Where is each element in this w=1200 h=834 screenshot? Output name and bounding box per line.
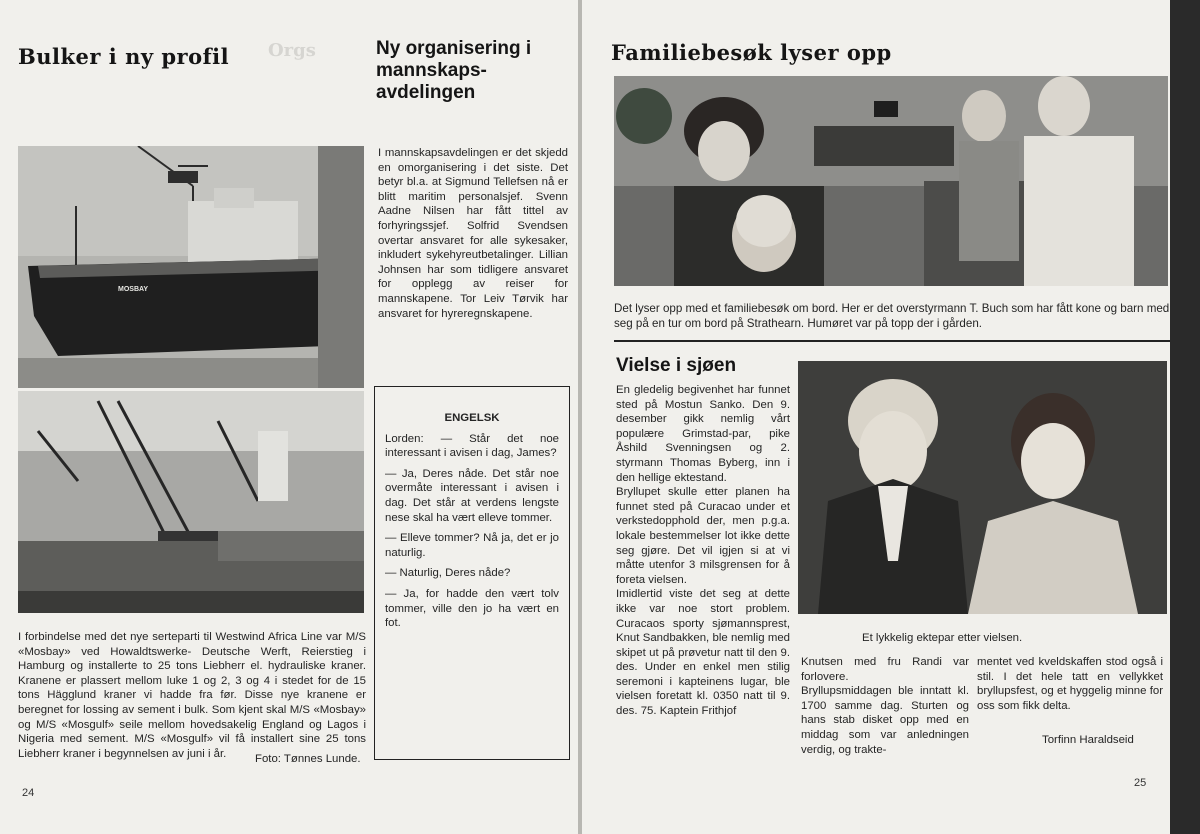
article-title-bulker: Bulker i ny profil — [18, 44, 230, 69]
family-photo — [614, 76, 1168, 286]
joke-line: — Naturlig, Deres nåde? — [385, 567, 511, 580]
couple-photo — [798, 361, 1167, 614]
paragraph: Bryllupet skulle etter planen ha funnet sted på Curacao under et verkstedopphold der, men p.g.a. lokale bestemmelser lot ikke dette seg gjøre. Det vil igjen si at vi måtte utenfor 3 milsgrensen for å foreta vielsen. — [616, 486, 790, 586]
vielse-column-3 — [977, 655, 1163, 713]
bleed-through-text: Orgs — [268, 40, 316, 61]
page-number-left: 24 — [22, 787, 35, 799]
organisering-body: I mannskapsavdelingen er det skjedd en omorganisering i det siste. Det betyr bl.a. at Sigmund Tellefsen nå er blitt maritim personalsjef. Svenn Aadne Nilsen har fått tittel av forhyringssjef. Solfrid Svendsen overtar ansvaret for alle sykesaker, inkludert sykehyreutbetalinger. Lillian Johnsen har som tidligere ansvaret for opplegg av reiser for mannskapene. Tor Leiv Tørvik har ansvaret for hyreregnskapene. — [378, 147, 568, 320]
ship-name-label: MOSBAY — [118, 286, 149, 293]
paragraph: Imidlertid viste det seg at dette ikke var noe stort problem. Curacaos sporty sjømannsprest, Knut Sandbakken, ble nemlig med skipet ut på prøvetur natt til den 9. des. Under en enkel men stilig seremoni i kapteinens lugar, ble vielsen foretatt kl. 0350 natt til 9. des. 75. Kaptein Frithjof — [616, 588, 790, 718]
paragraph: mentet ved kveldskaffen stod også i stil. I det hele tatt en vellykket bryllupsfest, og et hyggelig minne for oss som fikk delta. — [977, 656, 1163, 712]
ship-photo — [18, 146, 364, 388]
joke-box — [374, 386, 570, 760]
joke-line: — Ja, for hadde den vært tolv tommer, ville den jo ha vært en fot. — [385, 587, 559, 630]
scanner-edge — [1170, 0, 1200, 834]
right-page — [582, 0, 1170, 834]
vielse-column-2 — [801, 655, 969, 757]
vielse-column-1 — [616, 383, 790, 719]
paragraph: Knutsen med fru Randi var forlovere. — [801, 656, 969, 683]
article-title-vielse: Vielse i sjøen — [616, 355, 737, 376]
paragraph: En gledelig begivenhet har funnet sted på Mostun Sanko. Den 9. desember gikk nemlig vårt populære Grimstad-par, pike Åshild Svenningsen og 2. styrmann Thomas Byberg, inn i den hellige ektestand. — [616, 384, 790, 484]
joke-line: — Ja, Deres nåde. Det står noe overmåte interessant i avisen i dag. Det står at verdens lengste nese skal ha vært elleve tommer. — [385, 467, 559, 524]
article-title-familiebesok: Familiebesøk lyser opp — [611, 40, 892, 65]
left-page — [0, 0, 578, 834]
paragraph: Bryllupsmiddagen ble inntatt kl. 1700 samme dag. Sturten og hans stab disket opp med en middag som var anledningen verdig, og trakte- — [801, 685, 969, 756]
bulker-caption: I forbindelse med det nye serteparti til Westwind Africa Line var M/S «Mosbay» ved Howaldtswerke- Deutsche Werft, Reierstieg i Hamburg og installerte to 25 tons Liebherr el. hydrauliske kraner. Kranene er plassert mellom luke 1 og 2, 3 og 4 i stedet for de 15 tons Hägglund kraner vi hadde fra før. Disse nye kranene er beregnet for lossing av sement i bulk. Som kjent skal M/S «Mosbay» og M/S «Mosgulf» seile mellom hovedsakelig England og Lagos i Nigeria med sement. M/S «Mosgulf» vil få installert sine 25 tons Liebherr kraner i begynnelsen av juni i år. — [18, 631, 366, 760]
crane-photo — [18, 391, 364, 613]
couple-illustration — [798, 361, 1167, 614]
joke-line: Lorden: — Står det noe interessant i avisen i dag, James? — [385, 432, 559, 460]
article-signature: Torfinn Haraldseid — [1042, 734, 1134, 746]
ship-illustration — [18, 146, 364, 388]
family-caption: Det lyser opp med et familiebesøk om bord. Her er det overstyrmann T. Buch som har fått kone og barn med seg på en tur om bord på Strathearn. Humøret var på topp der i gården. — [614, 302, 1170, 330]
article-title-organisering: Ny organisering i mannskaps-avdelingen — [376, 38, 532, 103]
joke-heading: ENGELSK — [444, 412, 500, 424]
photo-credit: Foto: Tønnes Lunde. — [255, 753, 361, 765]
joke-line: — Elleve tommer? Nå ja, det er jo naturlig. — [385, 532, 559, 559]
couple-caption: Et lykkelig ektepar etter vielsen. — [862, 632, 1023, 644]
section-divider — [614, 340, 1170, 342]
page-number-right: 25 — [1134, 777, 1147, 789]
crane-illustration — [18, 391, 364, 613]
family-illustration — [614, 76, 1168, 286]
